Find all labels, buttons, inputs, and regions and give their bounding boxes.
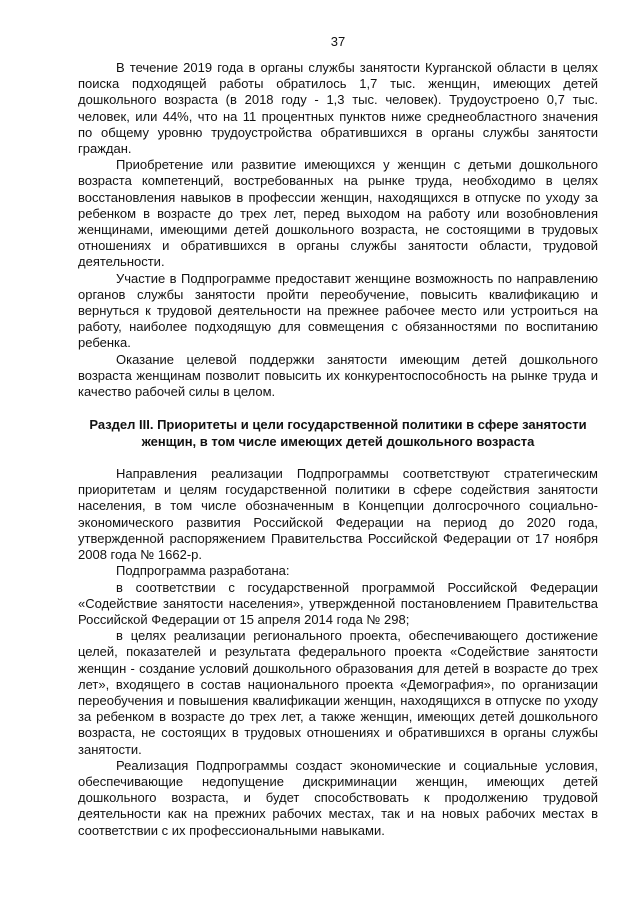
paragraph-unemployed-women-stats: В течение 2019 года в органы службы занятости Курганской области в целях поиска подходящей работы обратилось 1,7 тыс. женщин, имеющих детей дошкольного возраста (в 2018 году - 1,3 тыс. человек). Трудоустроено 0,7 тыс. человек, или 44%, что на 11 процентных пунктов ниже среднеобластного значения по общему уровню трудоустройства обратившихся в органы службы занятости граждан. xyxy=(78,60,598,157)
paragraph-developed-intro: Подпрограмма разработана: xyxy=(116,563,290,579)
paragraph-state-program-basis: в соответствии с государственной программой Российской Федерации «Содействие занятости населения», утвержденной постановлением Правительства Российской Федерации от 15 апреля 2014 года № 298; xyxy=(78,579,598,627)
paragraph-targeted-support: Оказание целевой поддержки занятости имеющим детей дошкольного возраста женщинам позволит повысить их конкурентоспособность на рынке труда и качество рабочей силы в целом. xyxy=(78,351,598,400)
section-title: Раздел III. Приоритеты и цели государственной политики в сфере занятости женщин, в том числе имеющих детей дошкольного возраста xyxy=(89,417,587,449)
paragraph-regional-project-basis: в целях реализации регионального проекта, обеспечивающего достижение целей, показателей и результата федерального проекта «Содействие занятости женщин - создание условий дошкольного образования для детей в возрасте до трех лет», входящего в состав национального проекта «Демография», по организации переобучения и повышения квалификации женщин, находящихся в отпуске по уходу за ребенком в возрасте до трех лет, а также женщин, имеющих детей дошкольного возраста, не состоящих в трудовых отношениях и обратившихся в органы службы занятости. xyxy=(78,628,598,757)
paragraph-subprogram-participation: Участие в Подпрограмме предоставит женщине возможность по направлению органов службы занятости пройти переобучение, повысить квалификацию и вернуться к трудовой деятельности на прежнее рабочее место или устроиться на работу, наиболее подходящую для совмещения с обязанностями по воспитанию ребенка. xyxy=(78,270,598,351)
paragraph-implementation-outcome: Реализация Подпрограммы создаст экономические и социальные условия, обеспечивающие недопущение дискриминации женщин, имеющих детей дошкольного возраста, и будет способствовать к продолжению трудовой деятельности как на прежних рабочих местах, так и на новых рабочих местах в соответствии с их профессиональными навыками. xyxy=(78,757,598,838)
document-page xyxy=(78,34,598,839)
page-number: 37 xyxy=(330,34,346,49)
paragraph-implementation-directions: Направления реализации Подпрограммы соответствуют стратегическим приоритетам и целям государственной политики в сфере содействия занятости населения, в том числе обозначенным в Концепции долгосрочного социально-экономического развития Российской Федерации на период до 2020 года, утвержденной распоряжением Правительства Российской Федерации от 17 ноября 2008 года № 1662-р. xyxy=(78,466,598,563)
paragraph-competence-development: Приобретение или развитие имеющихся у женщин с детьми дошкольного возраста компетенций, востребованных на рынке труда, необходимо в целях восстановления навыков в профессии женщин, находящихся в отпуске по уходу за ребенком в возрасте до трех лет, перед выходом на работу или возобновления женщинами, имеющими детей дошкольного возраста, не состоящими в трудовых отношениях и обратившихся в органы службы занятости области, трудовой деятельности. xyxy=(78,157,598,270)
